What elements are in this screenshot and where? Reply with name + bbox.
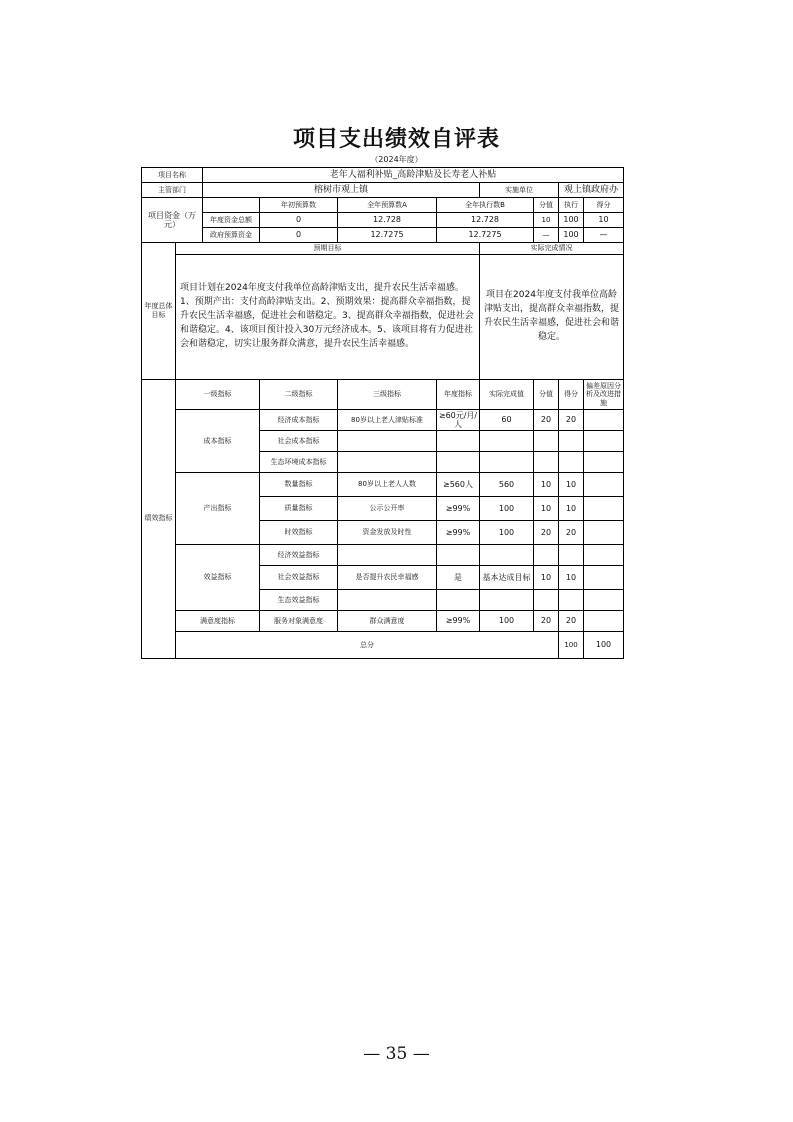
deviation-analysis: [584, 497, 624, 521]
actual-value: 100: [480, 521, 534, 545]
actual-value: [480, 545, 534, 566]
level1-indicator: 效益指标: [176, 545, 260, 611]
funds-score: 10: [584, 213, 624, 228]
level3-indicator: 公示公开率: [338, 497, 437, 521]
score-weight: [534, 431, 559, 452]
level1-indicator: 成本指标: [176, 410, 260, 473]
funds-row: [142, 213, 624, 228]
dept-row: [142, 183, 624, 198]
funds-score: —: [584, 228, 624, 243]
actual-value: 基本达成目标: [480, 566, 534, 590]
expected-goal-header: 预期目标: [176, 243, 480, 255]
level3-indicator: 80岁以上老人人数: [338, 473, 437, 497]
deviation-analysis: [584, 611, 624, 632]
level3-indicator: 是否提升农民幸福感: [338, 566, 437, 590]
annual-target: [437, 545, 480, 566]
actual-value: 560: [480, 473, 534, 497]
funds-header: 全年预算数A: [338, 198, 437, 213]
funds-header-row: [142, 198, 624, 213]
level2-indicator: 经济成本指标: [260, 410, 338, 431]
funds-header: 分值: [534, 198, 559, 213]
score-weight: 20: [534, 611, 559, 632]
funds-row-name: 政府预算资金: [203, 228, 260, 243]
funds-score-weight: —: [534, 228, 559, 243]
level1-indicator: 产出指标: [176, 473, 260, 545]
indicator-header: 分值: [534, 380, 559, 410]
actual-result-text: 项目在2024年度支付我单位高龄津贴支出，提高群众幸福指数，提升农民生活幸福感，促进社会和谐稳定。: [480, 255, 624, 380]
deviation-analysis: [584, 452, 624, 473]
score-weight: [534, 590, 559, 611]
score-weight: [534, 545, 559, 566]
funds-budget: 12.7275: [338, 228, 437, 243]
annual-target: ≥560人: [437, 473, 480, 497]
score-value: 20: [559, 410, 584, 431]
annual-target: [437, 452, 480, 473]
level3-indicator: 80岁以上老人津贴标准: [338, 410, 437, 431]
deviation-analysis: [584, 521, 624, 545]
level2-indicator: 时效指标: [260, 521, 338, 545]
indicator-row: [142, 545, 624, 566]
annual-target: ≥60元/月/人: [437, 410, 480, 431]
funds-header: 得分: [584, 198, 624, 213]
annual-target: ≥99%: [437, 497, 480, 521]
funds-initial: 0: [260, 228, 338, 243]
level3-indicator: [338, 452, 437, 473]
performance-indicator-label: 绩效指标: [142, 380, 176, 659]
level2-indicator: 生态效益指标: [260, 590, 338, 611]
total-label: 总分: [176, 632, 559, 659]
level2-indicator: 数量指标: [260, 473, 338, 497]
indicator-header: 实际完成值: [480, 380, 534, 410]
indicator-header: 二级指标: [260, 380, 338, 410]
funds-row-name: 年度资金总额: [203, 213, 260, 228]
level2-indicator: 生态环境成本指标: [260, 452, 338, 473]
deviation-analysis: [584, 545, 624, 566]
annual-target: ≥99%: [437, 611, 480, 632]
level3-indicator: [338, 545, 437, 566]
score-value: [559, 590, 584, 611]
level2-indicator: 社会成本指标: [260, 431, 338, 452]
level2-indicator: 经济效益指标: [260, 545, 338, 566]
deviation-analysis: [584, 590, 624, 611]
score-value: 10: [559, 497, 584, 521]
indicator-header: 三级指标: [338, 380, 437, 410]
page-title: 项目支出绩效自评表: [292, 126, 500, 152]
score-value: [559, 545, 584, 566]
indicator-row: [142, 410, 624, 431]
level2-indicator: 服务对象满意度: [260, 611, 338, 632]
indicator-row: [142, 611, 624, 632]
score-weight: 10: [534, 473, 559, 497]
annual-goal-label: 年度总体目标: [142, 243, 176, 380]
goals-row: [142, 255, 624, 380]
actual-value: [480, 431, 534, 452]
level2-indicator: 质量指标: [260, 497, 338, 521]
actual-result-header: 实际完成情况: [480, 243, 624, 255]
funds-budget: 12.728: [338, 213, 437, 228]
project-name-row: [142, 168, 624, 183]
funds-executed: 12.728: [437, 213, 534, 228]
total-weight: 100: [559, 632, 584, 659]
funds-row: [142, 228, 624, 243]
level1-indicator: 满意度指标: [176, 611, 260, 632]
funds-executed: 12.7275: [437, 228, 534, 243]
indicator-header: 一级指标: [176, 380, 260, 410]
indicator-header-row: [142, 380, 624, 410]
level3-indicator: [338, 590, 437, 611]
actual-value: 100: [480, 497, 534, 521]
impl-unit-value: 观上镇政府办: [559, 183, 624, 198]
page-number: — 35 —: [363, 1044, 430, 1064]
indicator-row: [142, 473, 624, 497]
actual-value: [480, 452, 534, 473]
total-score: 100: [584, 632, 624, 659]
dept-label: 主管部门: [142, 183, 203, 198]
score-value: 10: [559, 566, 584, 590]
deviation-analysis: [584, 473, 624, 497]
funds-exec-rate: 100: [559, 213, 584, 228]
impl-unit-label: 实施单位: [480, 183, 559, 198]
indicator-header: 年度指标: [437, 380, 480, 410]
funds-score-weight: 10: [534, 213, 559, 228]
funds-header: 年初预算数: [260, 198, 338, 213]
annual-target: [437, 590, 480, 611]
score-weight: 10: [534, 566, 559, 590]
actual-value: 100: [480, 611, 534, 632]
annual-target: [437, 431, 480, 452]
level3-indicator: 群众满意度: [338, 611, 437, 632]
funds-header: 全年执行数B: [437, 198, 534, 213]
deviation-analysis: [584, 431, 624, 452]
funds-label: 项目资金（万元）: [142, 198, 203, 243]
annual-target: ≥99%: [437, 521, 480, 545]
annual-target: 是: [437, 566, 480, 590]
score-value: 10: [559, 473, 584, 497]
deviation-analysis: [584, 566, 624, 590]
score-value: [559, 431, 584, 452]
indicator-header: 得分: [559, 380, 584, 410]
score-weight: 20: [534, 410, 559, 431]
score-weight: [534, 452, 559, 473]
actual-value: 60: [480, 410, 534, 431]
project-name-value: 老年人福利补贴_高龄津贴及长寿老人补贴: [203, 168, 624, 183]
project-name-label: 项目名称: [142, 168, 203, 183]
level2-indicator: 社会效益指标: [260, 566, 338, 590]
actual-value: [480, 590, 534, 611]
funds-header: 执行: [559, 198, 584, 213]
score-value: 20: [559, 521, 584, 545]
expected-goal-text: 项目计划在2024年度支付我单位高龄津贴支出，提升农民生活幸福感。1、预期产出：支付高龄津贴支出。2、预期效果：提高群众幸福指数，提升农民生活幸福感，促进社会和谐稳定。3、提高群众幸福指数，促进社会和谐稳定。4、该项目预计投入30万元经济成本。5、该项目将有力促进社会和谐稳定，切实让服务群众满意，提升农民生活幸福感。: [176, 255, 480, 380]
dept-value: 榕树市观上镇: [203, 183, 480, 198]
score-value: 20: [559, 611, 584, 632]
score-weight: 20: [534, 521, 559, 545]
deviation-analysis: [584, 410, 624, 431]
level3-indicator: 资金发放及时性: [338, 521, 437, 545]
score-value: [559, 452, 584, 473]
funds-blank-cell: [203, 198, 260, 213]
score-weight: 10: [534, 497, 559, 521]
total-row: [142, 632, 624, 659]
goals-header-row: [142, 243, 624, 255]
year-label: （2024年度）: [370, 155, 423, 164]
level3-indicator: [338, 431, 437, 452]
funds-exec-rate: 100: [559, 228, 584, 243]
indicator-header: 偏差原因分析及改进措施: [584, 380, 624, 410]
performance-table: [141, 167, 624, 659]
funds-initial: 0: [260, 213, 338, 228]
